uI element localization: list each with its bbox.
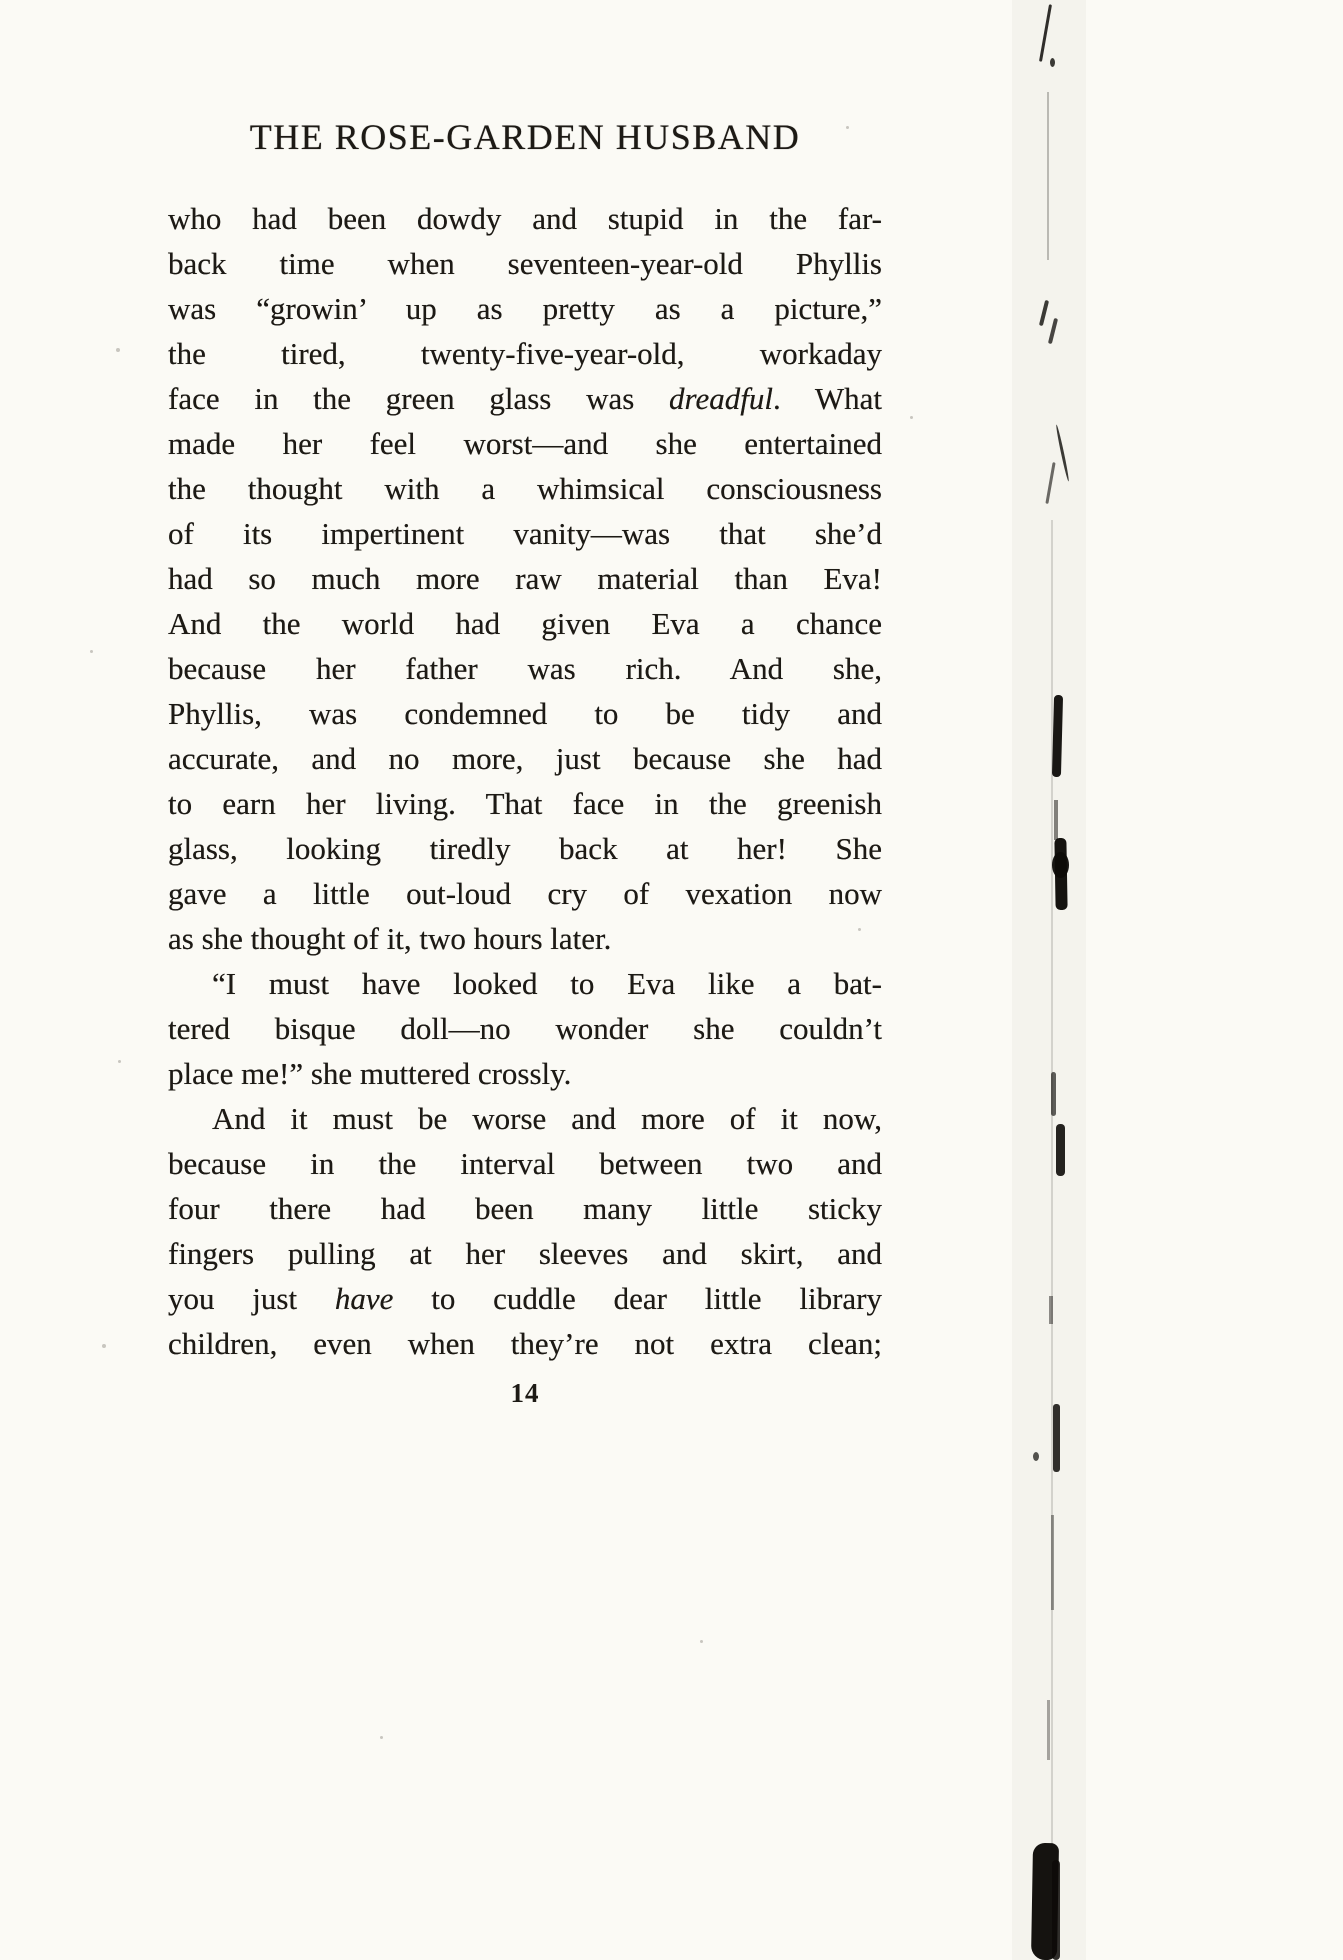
scan-artifact bbox=[1051, 1515, 1054, 1610]
text-line: because in the interval between two and bbox=[168, 1146, 882, 1181]
text-line: And the world had given Eva a chance bbox=[168, 606, 882, 641]
binding-shadow bbox=[1012, 0, 1086, 1960]
text-line: the tired, twenty-five-year-old, workaday bbox=[168, 336, 882, 371]
scan-artifact bbox=[1052, 1860, 1060, 1960]
text-line: of its impertinent vanity—was that she’d bbox=[168, 516, 882, 551]
text-line: made her feel worst—and she entertained bbox=[168, 426, 882, 461]
text-line: children, even when they’re not extra clean; bbox=[168, 1326, 882, 1361]
scan-artifact bbox=[1051, 1072, 1056, 1116]
text-line: four there had been many little sticky bbox=[168, 1191, 882, 1226]
paper-speck bbox=[910, 416, 913, 419]
scan-artifact bbox=[1056, 1124, 1065, 1176]
text-line: had so much more raw material than Eva! bbox=[168, 561, 882, 596]
paper-speck bbox=[380, 1736, 383, 1739]
paper-speck bbox=[116, 348, 120, 352]
text-line: the thought with a whimsical consciousness bbox=[168, 471, 882, 506]
scan-artifact bbox=[1033, 1452, 1039, 1461]
text-line: Phyllis, was condemned to be tidy and bbox=[168, 696, 882, 731]
paper-speck bbox=[846, 126, 849, 129]
scan-artifact bbox=[1047, 1700, 1050, 1760]
text-line: glass, looking tiredly back at her! She bbox=[168, 831, 882, 866]
paper-speck bbox=[700, 1640, 703, 1643]
scan-artifact bbox=[1053, 1404, 1060, 1472]
text-line: place me!” she muttered crossly. bbox=[168, 1056, 572, 1091]
text-line: as she thought of it, two hours later. bbox=[168, 921, 612, 956]
scan-artifact bbox=[1054, 800, 1058, 840]
body-text bbox=[168, 196, 882, 1366]
text-line: back time when seventeen-year-old Phyllis bbox=[168, 246, 882, 281]
paper-speck bbox=[118, 1060, 121, 1063]
text-line: who had been dowdy and stupid in the far- bbox=[168, 201, 882, 236]
paper-speck bbox=[90, 650, 93, 653]
scan-artifact bbox=[1052, 852, 1069, 878]
page-number: 14 bbox=[510, 1378, 540, 1408]
scan-artifact bbox=[1047, 92, 1049, 260]
text-line: fingers pulling at her sleeves and skirt, and bbox=[168, 1236, 882, 1271]
paper-speck bbox=[102, 1344, 106, 1348]
text-line: And it must be worse and more of it now, bbox=[212, 1101, 882, 1136]
text-line: tered bisque doll—no wonder she couldn’t bbox=[168, 1011, 882, 1046]
text-line: accurate, and no more, just because she had bbox=[168, 741, 882, 776]
text-line: was “growin’ up as pretty as a picture,” bbox=[168, 291, 882, 326]
text-line: gave a little out-loud cry of vexation now bbox=[168, 876, 882, 911]
paper-speck bbox=[858, 928, 861, 931]
scan-artifact bbox=[1050, 58, 1055, 67]
running-header: THE ROSE-GARDEN HUSBAND bbox=[249, 117, 801, 157]
text-line: face in the green glass was dreadful. What bbox=[168, 381, 882, 416]
scan-artifact bbox=[1049, 1296, 1053, 1324]
text-line: you just have to cuddle dear little library bbox=[168, 1281, 882, 1316]
text-line: to earn her living. That face in the greenish bbox=[168, 786, 882, 821]
text-line: “I must have looked to Eva like a bat- bbox=[212, 966, 882, 1001]
text-line: because her father was rich. And she, bbox=[168, 651, 882, 686]
